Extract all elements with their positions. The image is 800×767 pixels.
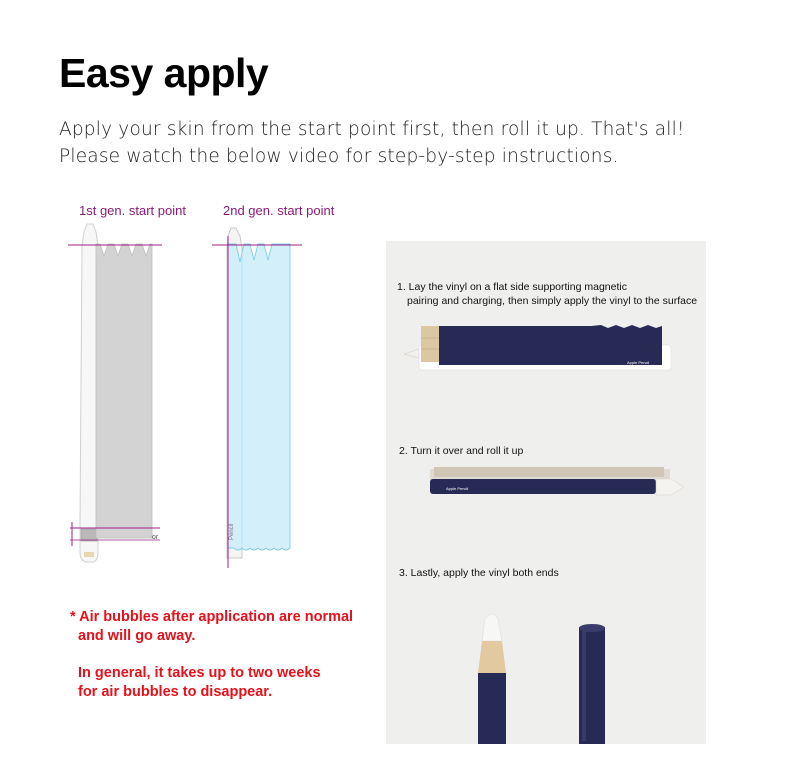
gen1-start-point-label: 1st gen. start point [79, 203, 186, 218]
note-line-1: * Air bubbles after application are normal [70, 609, 354, 625]
instruction-photo-panel [386, 241, 706, 744]
intro-line-1: Apply your skin from the start point first, then roll it up. That's all! [59, 119, 685, 140]
gen1-skin [96, 244, 152, 538]
gen2-start-point-label: 2nd gen. start point [223, 203, 335, 218]
step2-text: 2. Turn it over and roll it up [399, 445, 524, 457]
pencil-side-text: Pencil [229, 523, 235, 540]
step1-line-1: 1. Lay the vinyl on a flat side supporting magnetic [397, 281, 627, 293]
instruction-photos [386, 241, 706, 744]
or-label: or [152, 534, 159, 541]
page-title: Easy apply [59, 50, 269, 96]
step1-photo [404, 325, 671, 370]
gen2-skin-film [228, 244, 290, 550]
step1-brand-text: Apple Pencil [627, 360, 650, 365]
air-bubble-duration-note [70, 664, 321, 702]
gen1-pencil [80, 224, 98, 562]
intro-line-2: Please watch the below video for step-by-step instructions. [59, 146, 619, 167]
step2-photo [430, 467, 684, 495]
step1-text [397, 280, 702, 308]
step2-brand-text: Apple Pencil [446, 486, 469, 491]
step3-text: 3. Lastly, apply the vinyl both ends [399, 567, 559, 579]
note-line-3: In general, it takes up to two weeks [78, 665, 321, 681]
start-point-diagram [60, 222, 320, 572]
air-bubble-note [70, 608, 353, 646]
step1-line-2: pairing and charging, then simply apply the vinyl to the surface [407, 295, 698, 307]
note-line-2: and will go away. [78, 628, 196, 644]
step3-photo [478, 614, 605, 744]
note-line-4: for air bubbles to disappear. [78, 684, 273, 700]
